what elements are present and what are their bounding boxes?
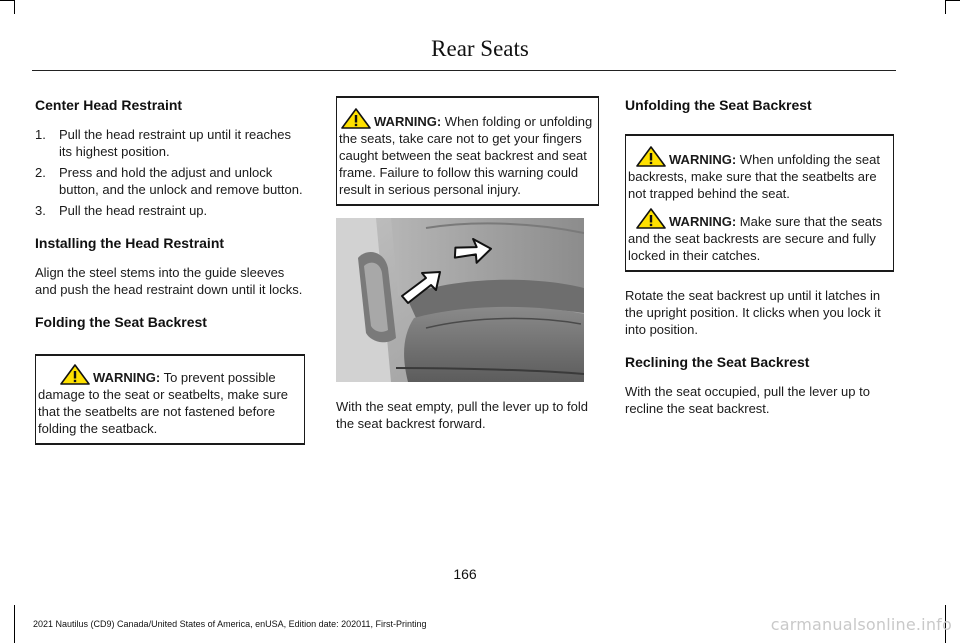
- list-item: 1. Pull the head restraint up until it reaches its highest position.: [35, 127, 291, 159]
- crop-mark: [946, 0, 960, 1]
- warning-triangle-icon: [636, 146, 666, 167]
- column-middle: [336, 96, 599, 431]
- warning-box: [35, 354, 305, 445]
- warning-triangle-icon: [60, 364, 90, 385]
- warning-text: Make sure that the seats and the seat backrests are secure and fully locked in their catches.: [628, 214, 883, 263]
- heading-installing-head-restraint: Installing the Head Restraint: [35, 235, 225, 251]
- paragraph-unfolding: Rotate the seat backrest up until it latches in the upright position. It clicks when you lock it into position.: [625, 288, 881, 337]
- warning-label: WARNING:: [669, 214, 737, 229]
- rear-seat-photo: [336, 218, 584, 382]
- heading-reclining-seat-backrest: Reclining the Seat Backrest: [625, 354, 810, 370]
- warning-triangle-icon: [636, 208, 666, 229]
- crop-mark: [0, 0, 14, 1]
- warning-box: [336, 96, 599, 206]
- warning-label: WARNING:: [374, 114, 442, 129]
- photo-caption: With the seat empty, pull the lever up to fold the seat backrest forward.: [336, 399, 588, 431]
- warning-text: When folding or unfolding the seats, take care not to get your fingers caught between the seat backrest and seat frame. Failure to follow this warning could result in serious personal injury.: [339, 114, 593, 197]
- warning-label: WARNING:: [93, 370, 161, 385]
- crop-mark: [14, 605, 15, 643]
- footer-edition-info: 2021 Nautilus (CD9) Canada/United States of America, enUSA, Edition date: 202011, First-Printing: [33, 619, 427, 629]
- watermark: carmanualsonline.info: [770, 615, 952, 634]
- page-title: Rear Seats: [431, 36, 529, 61]
- list-item: 2. Press and hold the adjust and unlock button, and the unlock and remove button.: [35, 165, 303, 197]
- warning-label: WARNING:: [669, 152, 737, 167]
- steps-list: [35, 126, 305, 219]
- paragraph-reclining: With the seat occupied, pull the lever up to recline the seat backrest.: [625, 384, 870, 416]
- warning-text: To prevent possible damage to the seat or seatbelts, make sure that the seatbelts are not fastened before folding the seatback.: [38, 370, 289, 436]
- list-item: 3. Pull the head restraint up.: [35, 203, 208, 218]
- column-right: [625, 96, 894, 432]
- heading-center-head-restraint: Center Head Restraint: [35, 97, 183, 113]
- paragraph-installing: Align the steel stems into the guide sleeves and push the head restraint down until it locks.: [35, 265, 303, 297]
- crop-mark: [14, 0, 15, 14]
- page-number: 166: [453, 566, 477, 582]
- warning-text: When unfolding the seat backrests, make sure that the seatbelts are not trapped behind the seat.: [628, 152, 881, 201]
- warning-box: [625, 134, 894, 272]
- column-left: [35, 96, 305, 445]
- warning-triangle-icon: [341, 108, 371, 129]
- heading-unfolding-seat-backrest: Unfolding the Seat Backrest: [625, 97, 812, 113]
- heading-folding-seat-backrest: Folding the Seat Backrest: [35, 314, 207, 330]
- crop-mark: [945, 0, 946, 14]
- header-rule: [32, 70, 896, 71]
